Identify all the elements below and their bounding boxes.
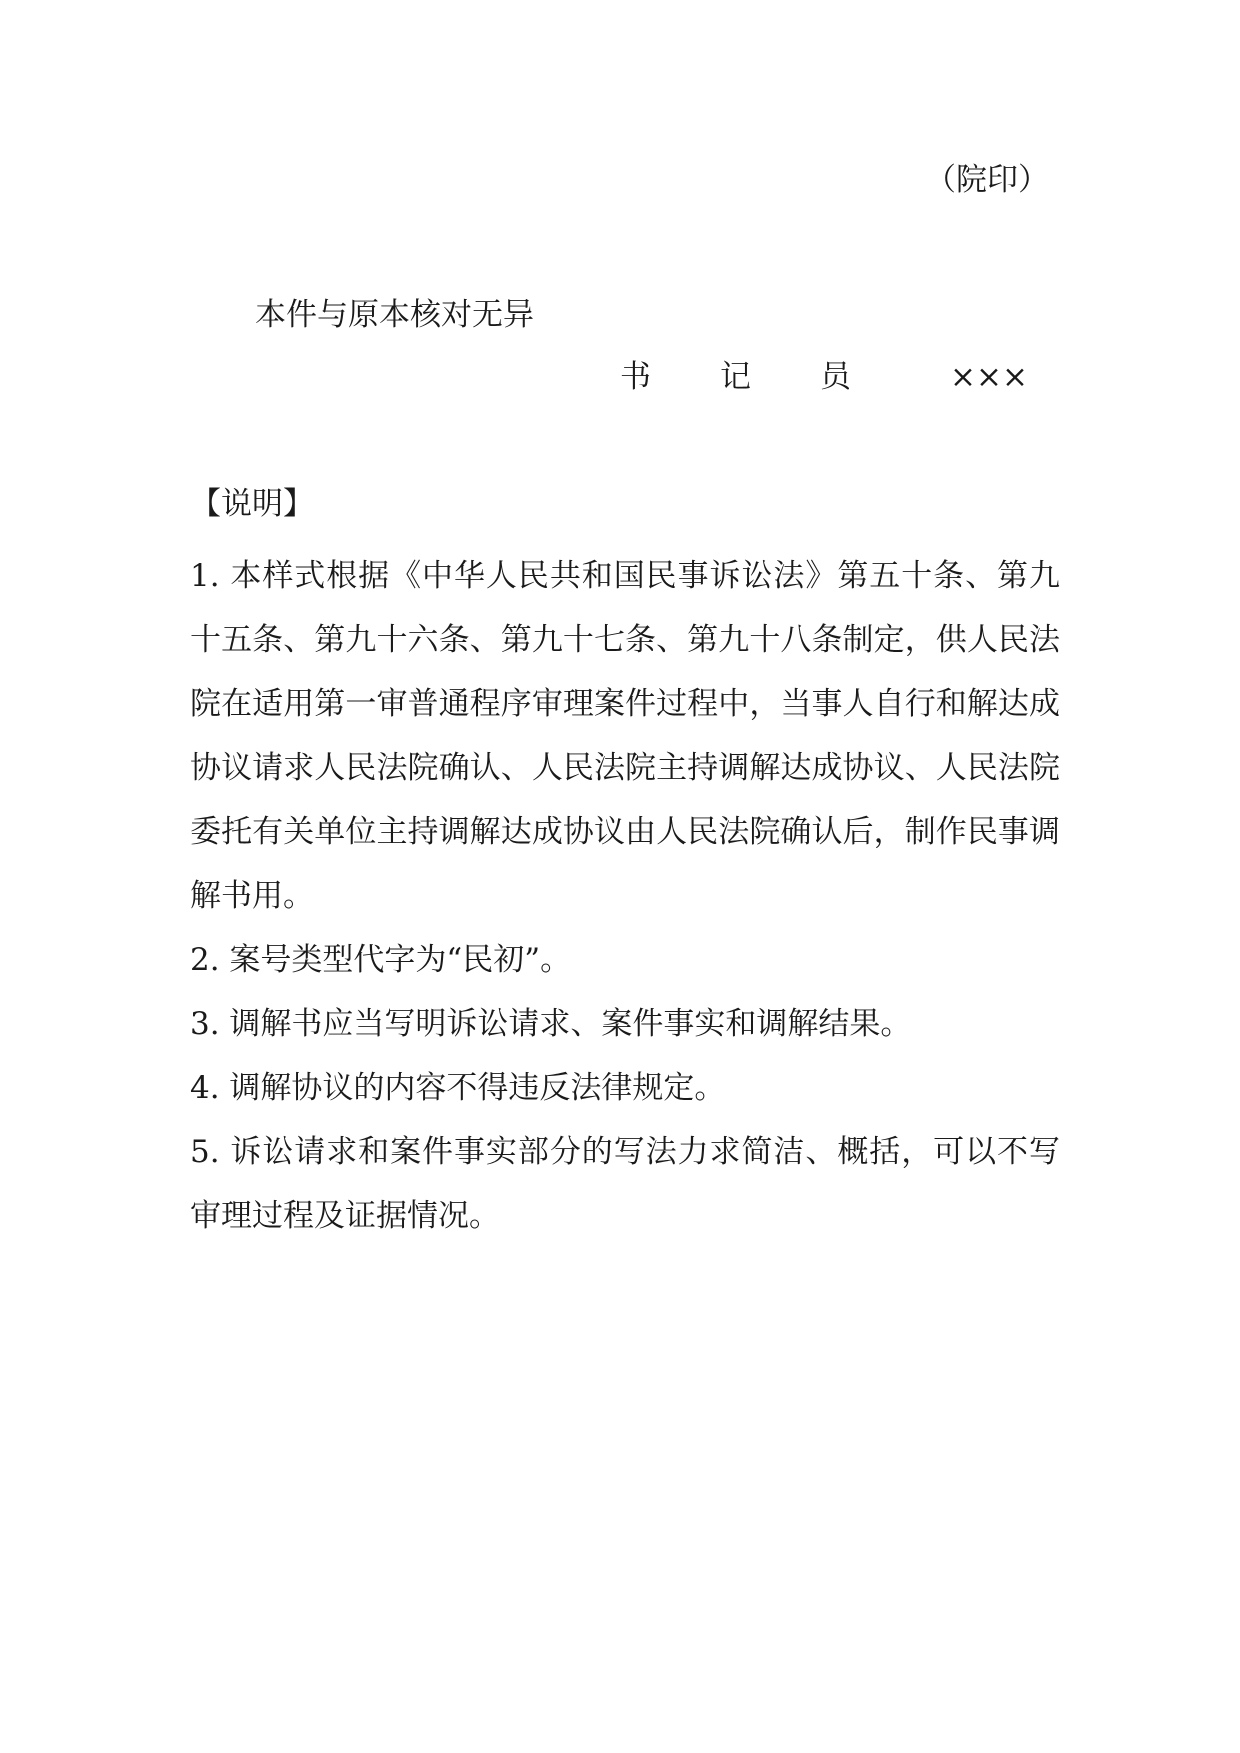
notes-section <box>190 484 1060 1248</box>
note-item: 4. 调解协议的内容不得违反法律规定。 <box>190 1070 726 1106</box>
clerk-title-char-2: 记 <box>720 359 751 395</box>
clerk-name: ××× <box>950 359 1028 395</box>
note-item: 5. 诉讼请求和案件事实部分的写法力求简洁、概括，可以不写审理过程及证据情况。 <box>190 1134 1060 1234</box>
verification-statement: 本件与原本核对无异 <box>255 297 534 333</box>
court-seal-placeholder: （院印） <box>925 162 1049 198</box>
notes-list <box>190 544 1060 1248</box>
clerk-title-char-3: 员 <box>820 359 851 395</box>
note-item: 3. 调解书应当写明诉讼请求、案件事实和调解结果。 <box>190 1006 912 1042</box>
note-item: 2. 案号类型代字为“民初”。 <box>190 942 572 978</box>
notes-heading: 【说明】 <box>190 486 314 522</box>
clerk-title-char-1: 书 <box>620 359 651 395</box>
note-item: 1. 本样式根据《中华人民共和国民事诉讼法》第五十条、第九十五条、第九十六条、第九十七条、第九十八条制定，供人民法院在适用第一审普通程序审理案件过程中，当事人自行和解达成协议请求人民法院确认、人民法院主持调解达成协议、人民法院委托有关单位主持调解达成协议由人民法院确认后，制作民事调解书用。 <box>190 558 1060 914</box>
